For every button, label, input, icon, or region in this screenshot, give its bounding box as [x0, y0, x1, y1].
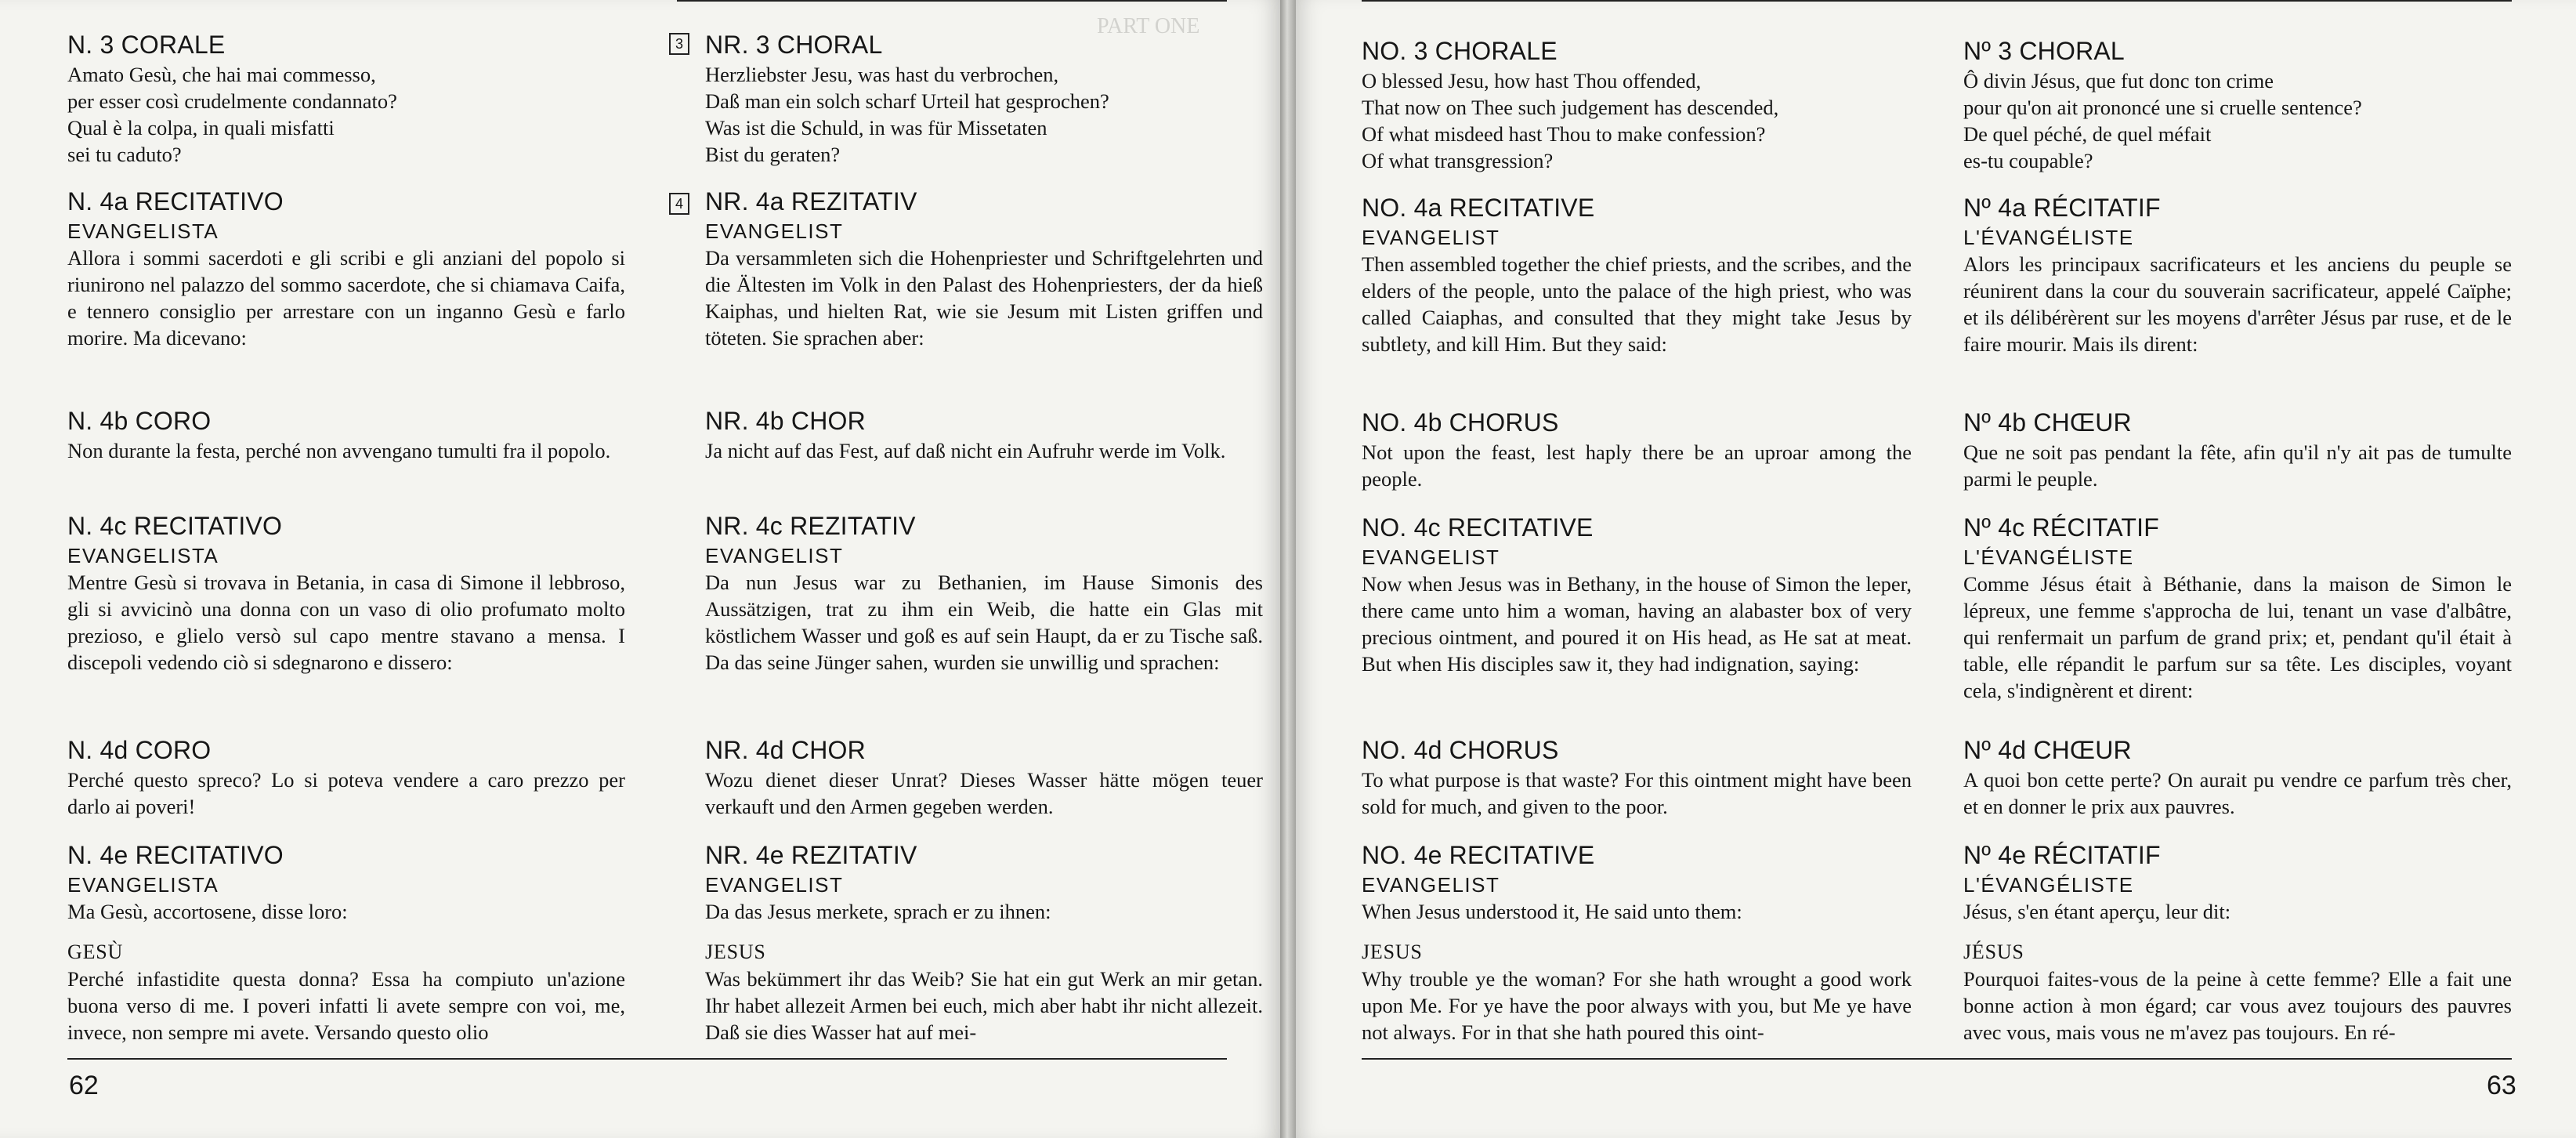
section-no4a	[705, 185, 1263, 351]
section-heading: Nº 4d CHŒUR	[1963, 736, 2132, 764]
section-text: Que ne soit pas pendant la fête, afin qu'il n'y ait pas de tumulte parmi le peuple.	[1963, 440, 2512, 491]
left-page	[0, 0, 1280, 1138]
section-heading: Nº 4b CHŒUR	[1963, 408, 2132, 437]
section-text: Da nun Jesus war zu Bethanien, im Hause Simonis des Aussätzigen, trat zu ihm ein Weib, die hatte ein Glas mit köstlichem Wasser und goß es auf sein Haupt, da er zu Tische saß. Da das seine Jünger sahen, wurden sie unwillig und sprachen:	[705, 571, 1263, 674]
section-no4c	[705, 509, 1263, 676]
section-no3	[1362, 34, 1912, 174]
section-heading: NR. 4e REZITATIV	[705, 841, 917, 869]
role-label: EVANGELIST	[705, 219, 844, 243]
section-text: Ma Gesù, accortosene, disse loro:	[67, 900, 348, 923]
section-no4c	[1963, 511, 2512, 704]
section-no4c	[67, 509, 625, 676]
section-heading: N. 4e RECITATIVO	[67, 841, 284, 869]
section-no4b	[705, 404, 1263, 464]
section-no4b	[1362, 406, 1912, 492]
role-label: L'ÉVANGÉLISTE	[1963, 226, 2134, 249]
role-label: EVANGELISTA	[67, 544, 219, 567]
speaker-text: Pourquoi faites-vous de la peine à cette femme? Elle a fait une bonne action à mon égard; car vous avez toujours des pauvres avec vous, mais vous ne m'avez pas toujours. En ré-	[1963, 967, 2512, 1044]
book-gutter	[1280, 0, 1296, 1138]
track-number-badge: 4	[669, 193, 689, 215]
section-no4a	[1362, 191, 1912, 357]
chorale-verse: Ô divin Jésus, que fut donc ton crime pour qu'on ait prononcé une si cruelle sentence? De quel péché, de quel méfait es-tu coupable?	[1963, 69, 2362, 172]
section-text: When Jesus understood it, He said unto them:	[1362, 900, 1742, 923]
section-heading: N. 4d CORO	[67, 736, 212, 764]
section-text: A quoi bon cette perte? On aurait pu vendre ce parfum très cher, et en donner le prix aux pauvres.	[1963, 768, 2512, 818]
page-rule	[1362, 1058, 2512, 1060]
section-text: Jésus, s'en étant aperçu, leur dit:	[1963, 900, 2231, 923]
section-heading: NO. 3 CHORALE	[1362, 37, 1558, 65]
section-no4d	[1362, 734, 1912, 820]
chorale-verse: Herzliebster Jesu, was hast du verbrochen, Daß man ein solch scharf Urteil hat gesprochen? Was ist die Schuld, in was für Missetaten Bist du geraten?	[705, 63, 1109, 166]
role-label: EVANGELIST	[1362, 226, 1500, 249]
section-no4a	[1963, 191, 2512, 357]
speaker-label: GESÙ	[67, 940, 124, 963]
role-label: EVANGELISTA	[67, 873, 219, 897]
chorale-verse: O blessed Jesu, how hast Thou offended, That now on Thee such judgement has descended, Of what misdeed hast Thou to make confession? Of what transgression?	[1362, 69, 1779, 172]
section-text: Ja nicht auf das Fest, auf daß nicht ein Aufruhr werde im Volk.	[705, 439, 1226, 462]
speaker-label: JÉSUS	[1963, 940, 2024, 963]
track-number-badge: 3	[669, 33, 689, 55]
section-heading: N. 4a RECITATIVO	[67, 187, 284, 216]
role-label: EVANGELIST	[705, 873, 844, 897]
chorale-verse: Amato Gesù, che hai mai commesso, per esser così crudelmente condannato? Qual è la colpa, in quali misfatti sei tu caduto?	[67, 63, 397, 166]
section-text: Comme Jésus était à Béthanie, dans la maison de Simon le lépreux, une femme s'approcha de lui, tenant un vase d'albâtre, qui renfermait un parfum de grand prix; et, pendant qu'il était à table, elle répandit le parfum sur sa tête. Les disciples, voyant cela, s'indignèrent et dirent:	[1963, 572, 2512, 702]
section-heading: N. 4c RECITATIVO	[67, 512, 283, 540]
section-text: Wozu dienet dieser Unrat? Dieses Wasser hätte mögen teuer verkauft und den Armen gegeben werden.	[705, 768, 1263, 818]
section-heading: NR. 4d CHOR	[705, 736, 866, 764]
section-text: Alors les principaux sacrificateurs et les anciens du peuple se réunirent dans la cour du souverain sacrificateur, appelé Caïphe; et ils délibérèrent sur les moyens d'arrêter Jésus par ruse, et de le faire mourir. Mais ils dirent:	[1963, 252, 2512, 356]
section-heading: N. 4b CORO	[67, 407, 212, 435]
section-no4d	[1963, 734, 2512, 820]
section-no4e	[67, 839, 625, 1046]
role-label: L'ÉVANGÉLISTE	[1963, 545, 2134, 569]
speaker-label: JESUS	[705, 940, 766, 963]
section-no4b	[67, 404, 625, 464]
section-no4e	[1963, 839, 2512, 1046]
section-text: Mentre Gesù si trovava in Betania, in casa di Simone il lebbroso, gli si avvicinò una donna con un vaso di olio profumato molto prezioso, e glielo versò sul capo mentre stavano a mensa. I discepoli vedendo ciò si sdegnarono e dissero:	[67, 571, 625, 674]
section-heading: NR. 4b CHOR	[705, 407, 866, 435]
section-text: To what purpose is that waste? For this ointment might have been sold for much, and given to the poor.	[1362, 768, 1912, 818]
bleed-through-text: PART ONE	[1097, 14, 1200, 38]
section-text: Da versammleten sich die Hohenpriester und Schriftgelehrten und die Ältesten im Volk in den Palast des Hohenpriesters, der da hieß Kaiphas, und hielten Rat, wie sie Jesum mit Listen griffen und töteten. Sie sprachen aber:	[705, 246, 1263, 350]
section-text: Not upon the feast, lest haply there be an uproar among the people.	[1362, 440, 1912, 491]
section-text: Non durante la festa, perché non avvengano tumulti fra il popolo.	[67, 439, 611, 462]
section-heading: Nº 3 CHORAL	[1963, 37, 2125, 65]
section-no4d	[705, 734, 1263, 820]
section-heading: NO. 4a RECITATIVE	[1362, 194, 1595, 222]
section-heading: Nº 4a RÉCITATIF	[1963, 194, 2161, 222]
section-heading: NR. 3 CHORAL	[705, 31, 883, 59]
speaker-text: Was bekümmert ihr das Weib? Sie hat ein gut Werk an mir getan. Ihr habet allezeit Armen bei euch, mich aber habt ihr nicht allezeit. Daß sie dies Wasser hat auf mei-	[705, 967, 1263, 1044]
section-no3	[67, 28, 625, 168]
role-label: EVANGELIST	[1362, 545, 1500, 569]
section-heading: NO. 4b CHORUS	[1362, 408, 1559, 437]
section-no4b	[1963, 406, 2512, 492]
section-heading: NR. 4a REZITATIV	[705, 187, 917, 216]
section-no4c	[1362, 511, 1912, 677]
section-heading: Nº 4c RÉCITATIF	[1963, 513, 2159, 542]
role-label: EVANGELIST	[705, 544, 844, 567]
speaker-label: JESUS	[1362, 940, 1423, 963]
right-page	[1296, 0, 2576, 1138]
section-heading: N. 3 CORALE	[67, 31, 226, 59]
section-text: Allora i sommi sacerdoti e gli scribi e gli anziani del popolo si riunirono nel palazzo del sommo sacerdote, che si chiamava Caifa, e tennero consiglio per arrestare con un inganno Gesù e farlo morire. Ma dicevano:	[67, 246, 625, 350]
section-text: Da das Jesus merkete, sprach er zu ihnen:	[705, 900, 1051, 923]
page-number: 62	[69, 1071, 99, 1100]
section-no4a	[67, 185, 625, 351]
section-no4e	[705, 839, 1263, 1046]
speaker-text: Why trouble ye the woman? For she hath wrought a good work upon Me. For ye have the poor always with you, but Me ye have not always. For in that she hath poured this oint-	[1362, 967, 1912, 1044]
page-rule	[67, 1058, 1227, 1060]
top-rule	[1362, 0, 2512, 2]
section-no3	[705, 28, 1263, 168]
section-heading: NO. 4d CHORUS	[1362, 736, 1559, 764]
section-heading: NO. 4e RECITATIVE	[1362, 841, 1595, 869]
section-heading: NO. 4c RECITATIVE	[1362, 513, 1594, 542]
section-text: Now when Jesus was in Bethany, in the house of Simon the leper, there came unto him a woman, having an alabaster box of very precious ointment, and poured it on His head, as He sat at meat. But when His disciples saw it, they had indignation, saying:	[1362, 572, 1912, 676]
speaker-text: Perché infastidite questa donna? Essa ha compiuto un'azione buona verso di me. I poveri infatti li avete sempre con voi, me, invece, non sempre mi avete. Versando questo olio	[67, 967, 625, 1044]
role-label: EVANGELIST	[1362, 873, 1500, 897]
section-no3	[1963, 34, 2512, 174]
section-no4e	[1362, 839, 1912, 1046]
role-label: EVANGELISTA	[67, 219, 219, 243]
section-no4d	[67, 734, 625, 820]
top-rule	[677, 0, 1227, 2]
page-number: 63	[2487, 1071, 2516, 1100]
section-heading: NR. 4c REZITATIV	[705, 512, 916, 540]
role-label: L'ÉVANGÉLISTE	[1963, 873, 2134, 897]
section-text: Then assembled together the chief priests, and the scribes, and the elders of the people, unto the palace of the high priest, who was called Caiaphas, and consulted that they might take Jesus by subtlety, and kill Him. But they said:	[1362, 252, 1912, 356]
section-heading: Nº 4e RÉCITATIF	[1963, 841, 2161, 869]
section-text: Perché questo spreco? Lo si poteva vendere a caro prezzo per darlo ai poveri!	[67, 768, 625, 818]
